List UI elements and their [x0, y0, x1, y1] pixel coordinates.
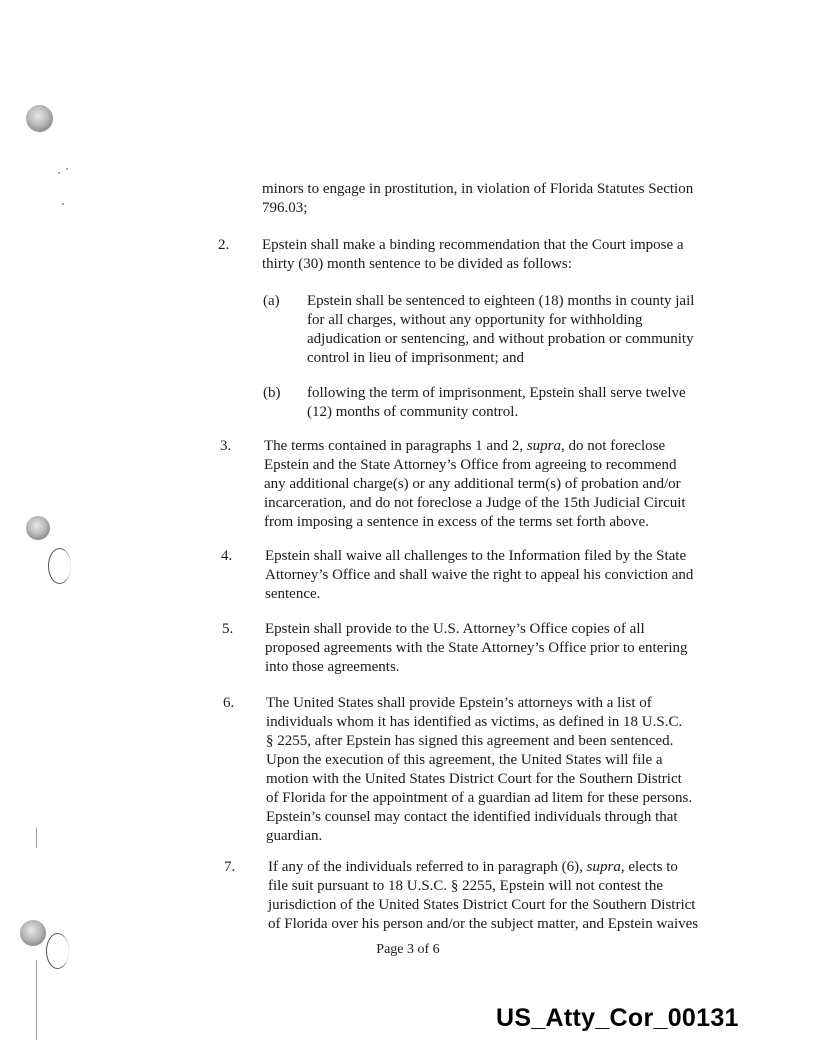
paragraph-2 — [262, 236, 704, 274]
text-line: file suit pursuant to 18 U.S.C. § 2255, Epstein will not contest the — [268, 878, 663, 894]
text-line: Epstein shall waive all challenges to the Information filed by the State — [265, 548, 687, 564]
text-line — [268, 858, 709, 877]
text-line: § 2255, after Epstein has signed this agreement and been sentenced. — [266, 733, 674, 749]
paragraph-7-number: 7. — [224, 859, 236, 875]
text-line: incarceration, and do not foreclose a Judge of the 15th Judicial Circuit — [264, 495, 686, 511]
text-run: , elects to — [620, 859, 678, 875]
text-line: following the term of imprisonment, Epstein shall serve twelve — [307, 385, 686, 401]
text-line: adjudication or sentencing, and without probation or community — [307, 331, 694, 347]
subparagraph-a-label: (a) — [263, 293, 280, 309]
text-line: motion with the United States District Court for the Southern District — [266, 771, 682, 787]
punch-hole-shadow-middle — [48, 548, 71, 584]
paragraph-5 — [265, 620, 706, 677]
paragraph-7 — [268, 858, 709, 934]
text-line: guardian. — [266, 828, 323, 844]
paragraph-1-continuation — [262, 180, 702, 218]
italic-term: supra — [526, 438, 562, 454]
text-line: thirty (30) month sentence to be divided as follows: — [262, 256, 572, 272]
text-line: of Florida over his person and/or the subject matter, and Epstein waives — [268, 916, 699, 932]
text-line: individuals whom it has identified as victims, as defined in 18 U.S.C. — [266, 714, 683, 730]
paragraph-4 — [265, 547, 705, 604]
paragraph-3-number: 3. — [220, 438, 232, 454]
text-line: Epstein’s counsel may contact the identified individuals through that — [266, 809, 678, 825]
text-line: proposed agreements with the State Attorney’s Office prior to entering — [265, 640, 688, 656]
scan-speck — [62, 203, 64, 205]
text-run: If any of the individuals referred to in paragraph (6), — [268, 859, 587, 875]
punch-hole-middle — [26, 516, 50, 540]
text-line: Attorney’s Office and shall waive the right to appeal his conviction and — [265, 567, 694, 583]
text-line: control in lieu of imprisonment; and — [307, 350, 525, 366]
scan-edge-mark — [36, 828, 37, 848]
text-line: Epstein shall make a binding recommendation that the Court impose a — [262, 237, 684, 253]
text-line: 796.03; — [262, 200, 308, 216]
subparagraph-b-label: (b) — [263, 385, 281, 401]
text-line: any additional charge(s) or any additional term(s) of probation and/or — [264, 476, 681, 492]
paragraph-3 — [264, 437, 704, 532]
text-line: Upon the execution of this agreement, the United States will file a — [266, 752, 663, 768]
text-line: (12) months of community control. — [307, 404, 519, 420]
paragraph-4-number: 4. — [221, 548, 233, 564]
text-line: into those agreements. — [265, 659, 400, 675]
scan-speck — [66, 168, 68, 170]
bates-number: US_Atty_Cor_00131 — [496, 1004, 739, 1032]
text-line: from imposing a sentence in excess of the terms set forth above. — [264, 514, 649, 530]
scan-edge-mark — [36, 960, 37, 1040]
text-run: , do not foreclose — [561, 438, 666, 454]
text-run: The terms contained in paragraphs 1 and 2, — [264, 438, 527, 454]
text-line: minors to engage in prostitution, in violation of Florida Statutes Section — [262, 181, 694, 197]
text-line — [264, 437, 704, 456]
text-line: Epstein and the State Attorney’s Office from agreeing to recommend — [264, 457, 677, 473]
text-line: sentence. — [265, 586, 321, 602]
text-line: Epstein shall provide to the U.S. Attorney’s Office copies of all — [265, 621, 645, 637]
paragraph-5-number: 5. — [222, 621, 234, 637]
text-line: jurisdiction of the United States District Court for the Southern District — [268, 897, 696, 913]
text-line: The United States shall provide Epstein’s attorneys with a list of — [266, 695, 652, 711]
paragraph-2-number: 2. — [218, 237, 230, 253]
page-number: Page 3 of 6 — [376, 942, 440, 957]
paragraph-6-number: 6. — [223, 695, 235, 711]
italic-term: supra — [586, 859, 621, 875]
text-line: Epstein shall be sentenced to eighteen (18) months in county jail — [307, 293, 695, 309]
subparagraph-b — [307, 384, 703, 422]
paragraph-6 — [266, 694, 708, 846]
text-line: for all charges, without any opportunity for withholding — [307, 312, 643, 328]
scan-speck — [58, 172, 60, 174]
subparagraph-a — [307, 292, 703, 368]
punch-hole-top — [26, 105, 53, 132]
text-line: of Florida for the appointment of a guardian ad litem for these persons. — [266, 790, 693, 806]
